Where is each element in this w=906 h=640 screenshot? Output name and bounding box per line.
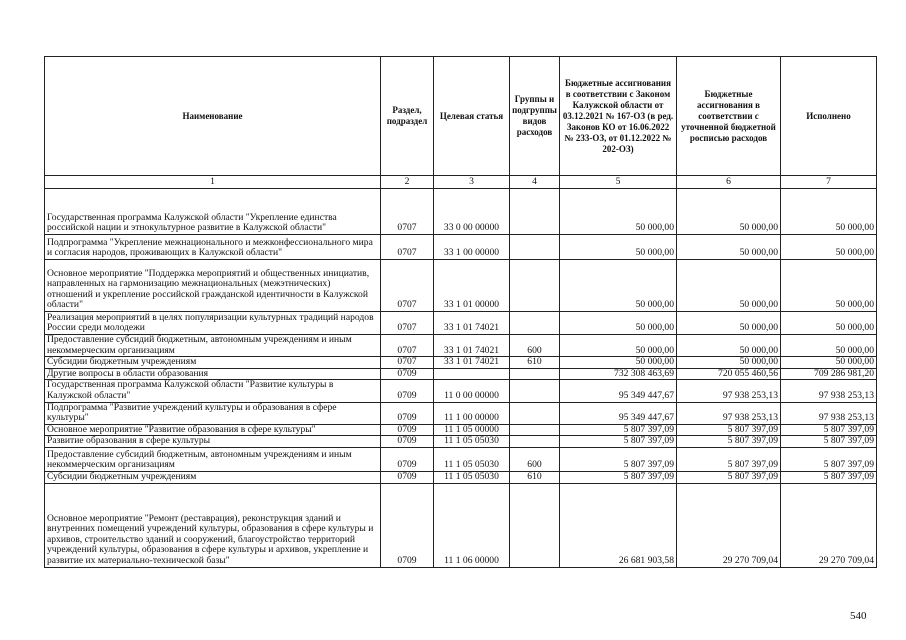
row-budget-law: 732 308 463,69 [560,368,677,380]
row-section: 0709 [381,436,434,448]
table-row [45,471,877,483]
header-budget-refined: Бюджетные ассигнования в соответствии с уточненной бюджетной росписью расходов [677,57,781,176]
row-target-item: 33 0 00 00000 [434,189,510,235]
row-budget-refined: 5 807 397,09 [677,424,781,436]
row-name: Развитие образования в сфере культуры [45,436,381,448]
row-section: 0707 [381,357,434,369]
row-budget-law: 50 000,00 [560,312,677,335]
table-row [45,235,877,260]
header-expense-groups: Группы и подгруппы видов расходов [510,57,560,176]
row-name: Основное мероприятие "Ремонт (реставрация), реконструкция зданий и внутренних помещений учреждений культуры, образования в сфере культуры и архивов, строительство зданий и сооружений, благоустройство территорий учреждений культуры, образования в сфере культуры и архивов, укрепление и развитие их материально-технической базы" [45,483,381,567]
row-budget-refined: 50 000,00 [677,357,781,369]
row-budget-refined: 97 938 253,13 [677,402,781,424]
row-budget-refined: 5 807 397,09 [677,436,781,448]
page-number: 540 [850,610,867,622]
row-section: 0707 [381,235,434,260]
row-section: 0707 [381,260,434,312]
table-row [45,312,877,335]
row-expense-group [510,380,560,402]
row-name: Подпрограмма "Развитие учреждений культуры и образования в сфере культуры" [45,402,381,424]
row-budget-law: 95 349 447,67 [560,402,677,424]
row-name: Основное мероприятие "Развитие образования в сфере культуры" [45,424,381,436]
column-number: 7 [781,176,877,189]
row-executed: 709 286 981,20 [781,368,877,380]
row-expense-group [510,483,560,567]
row-name: Другие вопросы в области образования [45,368,381,380]
row-name: Предоставление субсидий бюджетным, автономным учреждениям и иным некоммерческим организациям [45,447,381,471]
row-section: 0709 [381,483,434,567]
row-target-item: 33 1 00 00000 [434,235,510,260]
row-executed: 50 000,00 [781,357,877,369]
row-executed: 50 000,00 [781,189,877,235]
row-target-item: 11 1 05 00000 [434,424,510,436]
row-budget-law: 50 000,00 [560,357,677,369]
row-budget-law: 5 807 397,09 [560,447,677,471]
row-section: 0709 [381,424,434,436]
row-target-item: 33 1 01 74021 [434,335,510,357]
header-budget-law: Бюджетные ассигнования в соответствии с Законом Калужской области от 03.12.2021 № 167-ОЗ (в ред. Законов КО от 16.06.2022 № 233-ОЗ, от 01.12.2022 № 202-ОЗ) [560,57,677,176]
row-target-item: 11 1 06 00000 [434,483,510,567]
budget-table-sheet [44,56,876,568]
budget-table [44,56,877,568]
row-executed: 5 807 397,09 [781,447,877,471]
row-budget-refined: 720 055 460,56 [677,368,781,380]
row-target-item: 11 0 00 00000 [434,380,510,402]
table-row [45,189,877,235]
row-name: Субсидии бюджетным учреждениям [45,471,381,483]
row-expense-group [510,368,560,380]
row-executed: 5 807 397,09 [781,471,877,483]
row-budget-law: 50 000,00 [560,235,677,260]
row-executed: 5 807 397,09 [781,424,877,436]
row-budget-law: 50 000,00 [560,260,677,312]
row-section: 0707 [381,312,434,335]
row-expense-group: 610 [510,471,560,483]
row-executed: 5 807 397,09 [781,436,877,448]
row-budget-refined: 29 270 709,04 [677,483,781,567]
row-name: Государственная программа Калужской области "Укрепление единства российской нации и этнокультурное развитие в Калужской области" [45,189,381,235]
row-budget-refined: 50 000,00 [677,189,781,235]
row-budget-law: 26 681 903,58 [560,483,677,567]
table-row [45,447,877,471]
column-number: 3 [434,176,510,189]
header-executed: Исполнено [781,57,877,176]
row-target-item: 11 1 05 05030 [434,447,510,471]
row-expense-group: 600 [510,447,560,471]
row-section: 0709 [381,402,434,424]
table-row [45,335,877,357]
row-budget-law: 5 807 397,09 [560,436,677,448]
row-section: 0709 [381,471,434,483]
row-name: Субсидии бюджетным учреждениям [45,357,381,369]
row-target-item: 11 1 05 05030 [434,436,510,448]
row-target-item [434,368,510,380]
row-budget-refined: 5 807 397,09 [677,447,781,471]
header-section: Раздел, подраздел [381,57,434,176]
row-section: 0709 [381,380,434,402]
row-executed: 97 938 253,13 [781,402,877,424]
row-budget-law: 50 000,00 [560,189,677,235]
table-row [45,402,877,424]
row-executed: 50 000,00 [781,312,877,335]
column-number: 2 [381,176,434,189]
row-budget-law: 5 807 397,09 [560,471,677,483]
row-section: 0709 [381,447,434,471]
header-target-item: Целевая статья [434,57,510,176]
row-section: 0709 [381,368,434,380]
table-row [45,483,877,567]
column-number: 4 [510,176,560,189]
row-budget-law: 5 807 397,09 [560,424,677,436]
row-expense-group [510,235,560,260]
row-name: Предоставление субсидий бюджетным, автономным учреждениям и иным некоммерческим организациям [45,335,381,357]
row-budget-refined: 97 938 253,13 [677,380,781,402]
row-name: Государственная программа Калужской области "Развитие культуры в Калужской области" [45,380,381,402]
row-budget-refined: 50 000,00 [677,260,781,312]
row-target-item: 33 1 01 00000 [434,260,510,312]
row-expense-group [510,436,560,448]
column-number: 1 [45,176,381,189]
table-row [45,260,877,312]
table-row [45,436,877,448]
column-number: 6 [677,176,781,189]
row-executed: 50 000,00 [781,335,877,357]
row-budget-law: 95 349 447,67 [560,380,677,402]
table-row [45,357,877,369]
row-target-item: 11 1 05 05030 [434,471,510,483]
row-name: Подпрограмма "Укрепление межнационального и межконфессионального мира и согласия народов, проживающих в Калужской области" [45,235,381,260]
row-expense-group: 610 [510,357,560,369]
row-budget-refined: 50 000,00 [677,312,781,335]
table-row [45,368,877,380]
row-budget-refined: 50 000,00 [677,335,781,357]
table-row [45,424,877,436]
row-name: Основное мероприятие "Поддержка мероприятий и общественных инициатив, направленных на гармонизацию межнациональных (межэтнических) отношений и укрепление российской гражданской идентичности в Калужской области" [45,260,381,312]
table-row [45,380,877,402]
row-executed: 50 000,00 [781,235,877,260]
row-expense-group [510,312,560,335]
row-budget-law: 50 000,00 [560,335,677,357]
row-executed: 50 000,00 [781,260,877,312]
row-target-item: 33 1 01 74021 [434,357,510,369]
row-section: 0707 [381,335,434,357]
row-target-item: 33 1 01 74021 [434,312,510,335]
row-target-item: 11 1 00 00000 [434,402,510,424]
row-expense-group [510,402,560,424]
column-numbers-row [45,176,877,189]
row-budget-refined: 5 807 397,09 [677,471,781,483]
header-name: Наименование [45,57,381,176]
row-expense-group: 600 [510,335,560,357]
row-name: Реализация мероприятий в целях популяризации культурных традиций народов России среди молодежи [45,312,381,335]
column-number: 5 [560,176,677,189]
row-budget-refined: 50 000,00 [677,235,781,260]
row-expense-group [510,260,560,312]
row-expense-group [510,189,560,235]
row-section: 0707 [381,189,434,235]
table-body [45,189,877,568]
row-expense-group [510,424,560,436]
row-executed: 97 938 253,13 [781,380,877,402]
header-row [45,57,877,176]
row-executed: 29 270 709,04 [781,483,877,567]
